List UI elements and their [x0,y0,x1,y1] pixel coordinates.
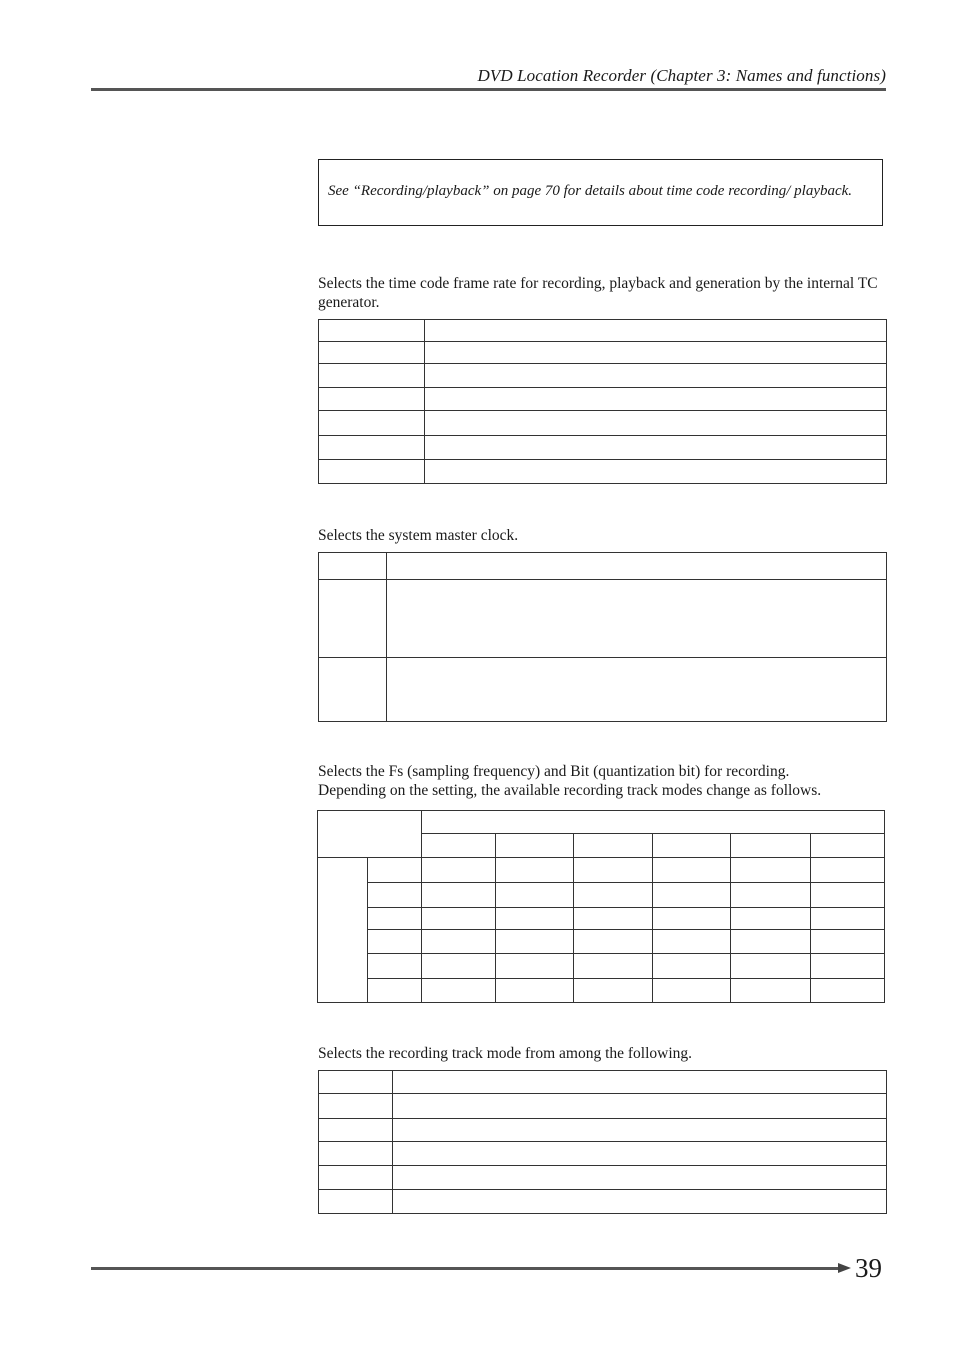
arrow-right-icon [838,1263,851,1273]
table-row [318,811,885,834]
table-row [319,580,887,658]
table-row [319,364,887,388]
table-row [319,411,887,436]
table-row [319,388,887,411]
table-row [319,1119,887,1142]
table-row [318,930,885,954]
fs-bit-table [317,810,885,1003]
page-number: 39 [855,1253,882,1283]
fs-bit-description-line-2: Depending on the setting, the available recording track modes change as follows. [318,782,822,799]
table-row [318,954,885,979]
table-row [319,320,887,342]
table-row [319,658,887,722]
header-rule [91,88,886,91]
table-row [319,1094,887,1119]
table-row [319,460,887,484]
table-row [319,342,887,364]
table-row [319,553,887,580]
table-row [318,979,885,1003]
page-header-title: DVD Location Recorder (Chapter 3: Names and functions) [477,66,886,85]
table-row [319,1142,887,1166]
table-row [318,908,885,930]
note-text: See “Recording/playback” on page 70 for details about time code recording/ playback. [328,183,853,199]
table-row [318,858,885,883]
frame-rate-table [318,319,887,484]
track-mode-table [318,1070,887,1214]
note-box [318,159,883,226]
footer-rule [91,1267,841,1270]
table-row [319,1190,887,1214]
track-mode-description: Selects the recording track mode from among the following. [318,1045,693,1062]
table-row [319,1071,887,1094]
fs-bit-description-line-1: Selects the Fs (sampling frequency) and Bit (quantization bit) for recording. [318,763,790,780]
frame-rate-description: Selects the time code frame rate for recording, playback and generation by the internal TC generator. [318,275,878,311]
master-clock-description: Selects the system master clock. [318,527,519,544]
fs-bit-description [318,762,888,800]
table-row [319,1166,887,1190]
table-row [319,436,887,460]
master-clock-table [318,552,887,722]
table-row [318,883,885,908]
